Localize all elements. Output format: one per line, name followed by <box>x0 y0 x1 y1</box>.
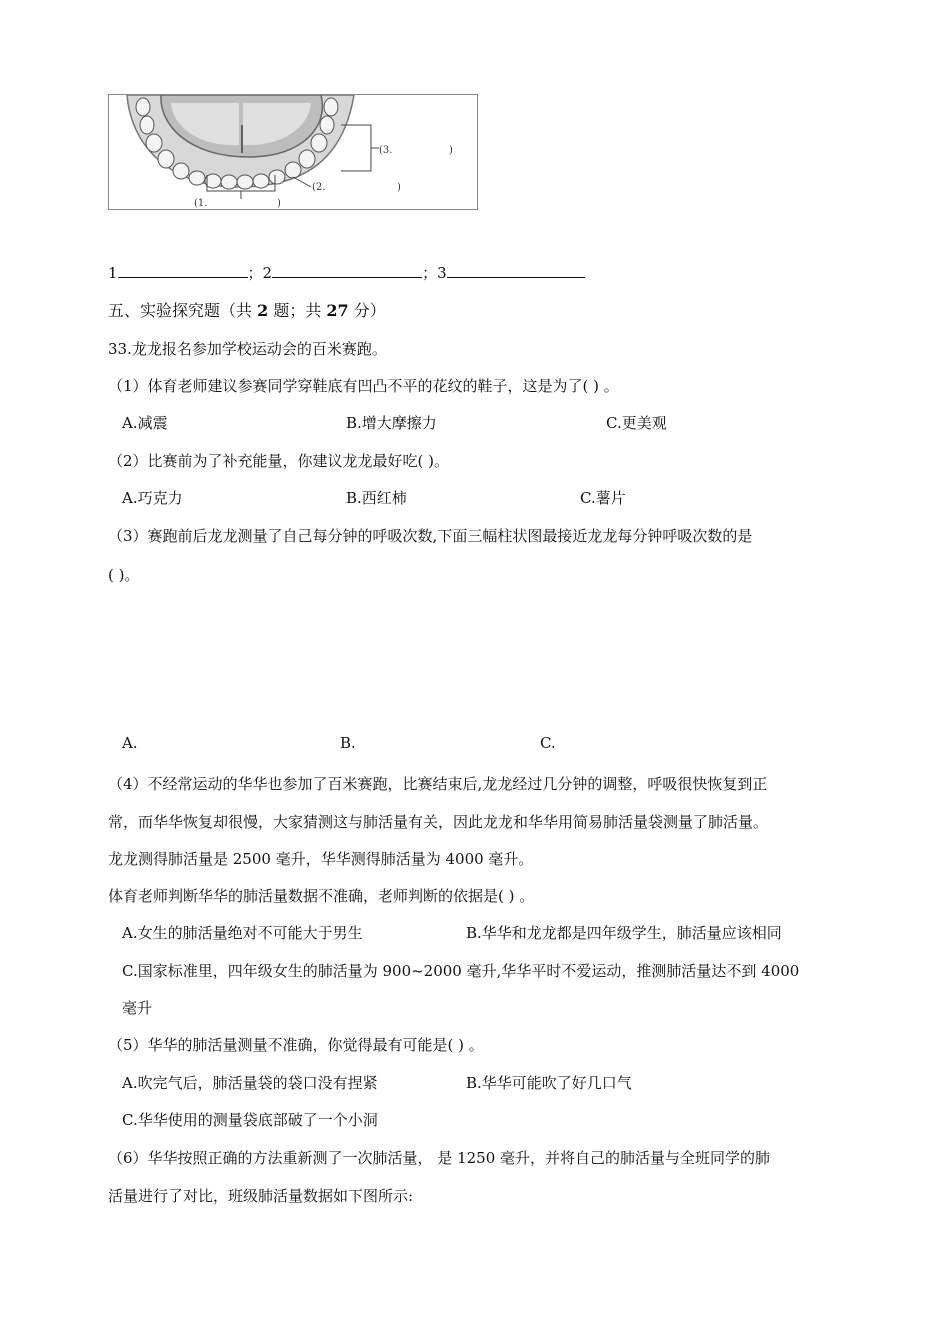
q33-5-stem: （5）华华的肺活量测量不准确，你觉得最有可能是( ) 。 <box>108 1036 484 1054</box>
q33-2-option-b[interactable]: B.西红柿 <box>346 489 407 507</box>
pointer-2 <box>293 177 311 187</box>
label-2: (2. <box>312 182 326 193</box>
q33-5-option-a[interactable]: A.吹完气后，肺活量袋的袋口没有捏紧 <box>122 1074 378 1092</box>
answer-blanks-line <box>108 262 585 283</box>
q33-1-option-a[interactable]: A.减震 <box>122 414 168 432</box>
blank-3[interactable] <box>447 263 585 278</box>
blank-2-number: ；2 <box>247 264 273 282</box>
q33-1-option-b[interactable]: B.增大摩擦力 <box>346 414 437 432</box>
q33-4-line1: （4）不经常运动的华华也参加了百米赛跑，比赛结束后,龙龙经过几分钟的调整，呼吸很快恢复到正 <box>108 775 768 793</box>
section-title: 五、实验探究题（共 2 题；共 27 分） <box>108 301 386 320</box>
blank-2[interactable] <box>272 263 422 278</box>
q33-1-option-c[interactable]: C.更美观 <box>606 414 667 432</box>
q33-4-option-a[interactable]: A.女生的肺活量绝对不可能大于男生 <box>122 924 363 942</box>
q33-3-option-b[interactable]: B. <box>340 734 356 752</box>
blank-3-number: ；3 <box>422 264 447 282</box>
q33-4-line3: 龙龙测得肺活量是 2500 毫升，华华测得肺活量为 4000 毫升。 <box>108 850 534 868</box>
bracket-3 <box>341 125 371 171</box>
label-2-close: ) <box>397 182 401 193</box>
q33-3-stem-line2: ( )。 <box>108 566 140 584</box>
q33-3-stem-line1: （3）赛跑前后龙龙测量了自己每分钟的呼吸次数,下面三幅柱状图最接近龙龙每分钟呼吸次数的是 <box>108 527 753 545</box>
q33-5-option-c[interactable]: C.华华使用的测量袋底部破了一个小洞 <box>122 1111 378 1129</box>
q33-2-option-a[interactable]: A.巧克力 <box>122 489 183 507</box>
q33-6-line2: 活量进行了对比，班级肺活量数据如下图所示: <box>108 1187 414 1205</box>
q33-2-stem: （2）比赛前为了补充能量，你建议龙龙最好吃( )。 <box>108 452 450 470</box>
label-1: (1. <box>194 198 208 209</box>
q33-title: 33.龙龙报名参加学校运动会的百米赛跑。 <box>108 340 387 358</box>
q33-4-option-b[interactable]: B.华华和龙龙都是四年级学生，肺活量应该相同 <box>466 924 782 942</box>
blank-1-number: 1 <box>108 264 118 282</box>
label-3-close: ) <box>449 145 453 156</box>
blank-1[interactable] <box>118 263 248 278</box>
q33-3-option-a[interactable]: A. <box>122 734 138 752</box>
teeth-diagram-svg <box>109 95 478 210</box>
q33-6-line1: （6）华华按照正确的方法重新测了一次肺活量， 是 1250 毫升，并将自己的肺活量与全班同学的肺 <box>108 1149 771 1167</box>
q33-1-stem: （1）体育老师建议参赛同学穿鞋底有凹凸不平的花纹的鞋子，这是为了( ) 。 <box>108 377 619 395</box>
q33-4-line4: 体育老师判断华华的肺活量数据不准确，老师判断的依据是( ) 。 <box>108 887 535 905</box>
q33-4-option-c-line2[interactable]: 毫升 <box>122 999 153 1017</box>
q33-2-option-c[interactable]: C.薯片 <box>580 489 626 507</box>
q33-5-option-b[interactable]: B.华华可能吹了好几口气 <box>466 1074 632 1092</box>
label-3: (3. <box>379 145 393 156</box>
q33-4-line2: 常，而华华恢复却很慢，大家猜测这与肺活量有关，因此龙龙和华华用简易肺活量袋测量了肺活量。 <box>108 813 769 831</box>
teeth-diagram-figure <box>108 94 478 210</box>
q33-4-option-c-line1[interactable]: C.国家标准里，四年级女生的肺活量为 900~2000 毫升,华华平时不爱运动，推测肺活量达不到 4000 <box>122 962 800 980</box>
label-1-close: ) <box>277 198 281 209</box>
q33-3-option-c[interactable]: C. <box>540 734 556 752</box>
